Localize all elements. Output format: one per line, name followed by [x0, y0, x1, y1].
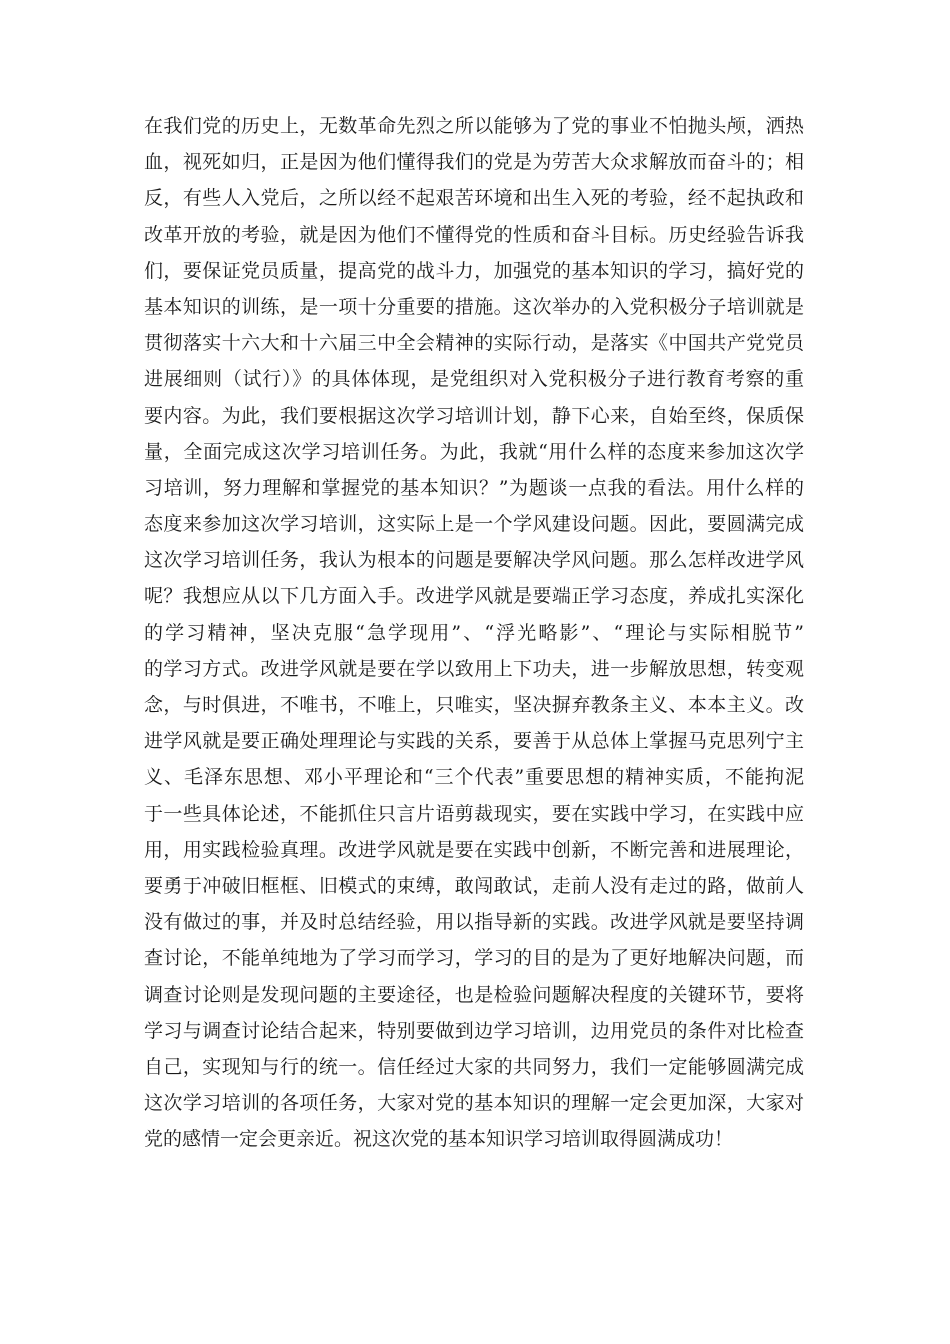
text-line: 基本知识的训练，是一项十分重要的措施。这次举办的入党积极分子培训就是 [144, 295, 804, 318]
text-line: 的学习精神，坚决克服“急学现用”、“浮光略影”、“理论与实际相脱节” [144, 621, 804, 644]
text-line: 要内容。为此，我们要根据这次学习培训计划，静下心来，自始至终，保质保 [144, 404, 804, 427]
text-line: 学习与调查讨论结合起来，特别要做到边学习培训，边用党员的条件对比检查 [144, 1019, 804, 1042]
text-line: 在我们党的历史上，无数革命先烈之所以能够为了党的事业不怕抛头颅，洒热 [144, 115, 804, 137]
text-line: 用，用实践检验真理。改进学风就是要在实践中创新，不断完善和进展理论， [144, 838, 804, 861]
text-line: 血，视死如归，正是因为他们懂得我们的党是为劳苦大众求解放而奋斗的；相 [144, 151, 804, 174]
text-line: 义、毛泽东思想、邓小平理论和“三个代表”重要思想的精神实质，不能拘泥 [144, 766, 804, 789]
text-line: 这次学习培训任务，我认为根本的问题是要解决学风问题。那么怎样改进学风 [144, 549, 804, 572]
text-line: 态度来参加这次学习培训，这实际上是一个学风建设问题。因此，要圆满完成 [144, 513, 804, 536]
text-line: 没有做过的事，并及时总结经验，用以指导新的实践。改进学风就是要坚持调 [144, 911, 804, 934]
text-line: 反，有些人入党后，之所以经不起艰苦环境和出生入死的考验，经不起执政和 [144, 187, 804, 210]
text-line: 这次学习培训的各项任务，大家对党的基本知识的理解一定会更加深，大家对 [144, 1092, 804, 1115]
body-paragraph [144, 108, 804, 1157]
text-line: 调查讨论则是发现问题的主要途径，也是检验问题解决程度的关键环节，要将 [144, 983, 804, 1006]
text-line: 要勇于冲破旧框框、旧模式的束缚，敢闯敢试，走前人没有走过的路，做前人 [144, 874, 804, 897]
text-line: 的学习方式。改进学风就是要在学以致用上下功夫，进一步解放思想，转变观 [144, 657, 804, 680]
text-line: 于一些具体论述，不能抓住只言片语剪裁现实，要在实践中学习，在实践中应 [144, 802, 804, 825]
text-line: 进展细则（试行）》的具体体现，是党组织对入党积极分子进行教育考察的重 [144, 368, 804, 391]
text-line: 贯彻落实十六大和十六届三中全会精神的实际行动，是落实《中国共产党党员 [144, 332, 804, 355]
text-line: 查讨论，不能单纯地为了学习而学习，学习的目的是为了更好地解决问题，而 [144, 947, 804, 970]
text-line: 们，要保证党员质量，提高党的战斗力，加强党的基本知识的学习，搞好党的 [144, 259, 804, 282]
text-line: 习培训，努力理解和掌握党的基本知识？”为题谈一点我的看法。用什么样的 [144, 476, 804, 499]
text-line: 改革开放的考验，就是因为他们不懂得党的性质和奋斗目标。历史经验告诉我 [144, 223, 804, 246]
text-line: 进学风就是要正确处理理论与实践的关系，要善于从总体上掌握马克思列宁主 [144, 730, 804, 753]
text-line: 自己，实现知与行的统一。信任经过大家的共同努力，我们一定能够圆满完成 [144, 1055, 804, 1078]
text-line: 念，与时俱进，不唯书，不唯上，只唯实，坚决摒弃教条主义、本本主义。改 [144, 694, 804, 716]
text-line: 量，全面完成这次学习培训任务。为此，我就“用什么样的态度来参加这次学 [144, 440, 804, 463]
text-line: 党的感情一定会更亲近。祝这次党的基本知识学习培训取得圆满成功！ [144, 1128, 734, 1151]
text-line: 呢？我想应从以下几方面入手。改进学风就是要端正学习态度，养成扎实深化 [144, 585, 804, 608]
